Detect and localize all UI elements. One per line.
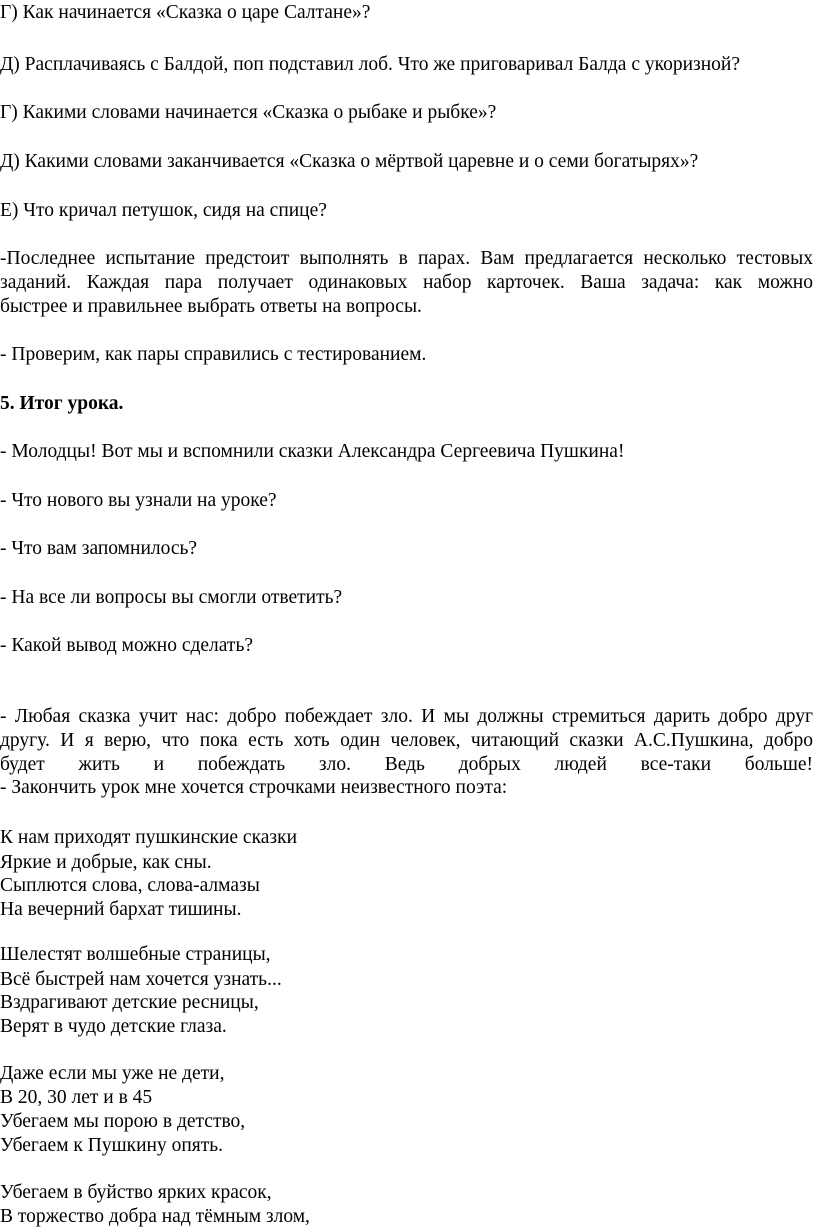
poem-line: Яркие и добрые, как сны. — [0, 852, 212, 873]
summary-line: - На все ли вопросы вы смогли ответить? — [0, 587, 343, 608]
poem-line: Даже если мы уже не дети, — [0, 1063, 225, 1084]
summary-line: - Какой вывод можно сделать? — [0, 635, 254, 656]
conclusion-line: - Закончить урок мне хочется строчками неизвестного поэта: — [0, 777, 508, 798]
poem-line: Вздрагивают детские ресницы, — [0, 992, 259, 1013]
test-task-line: -Последнее испытание предстоит выполнять в парах. Вам предлагается несколько тестовых — [0, 248, 813, 269]
poem-line: Убегаем в буйство ярких красок, — [0, 1182, 272, 1203]
conclusion-line: другу. И я верю, что пока есть хоть один человек, читающий сказки А.С.Пушкина, добро — [0, 730, 813, 751]
poem-line: Убегаем к Пушкину опять. — [0, 1135, 224, 1156]
question-d-balda: Д) Расплачиваясь с Балдой, поп подставил лоб. Что же приговаривал Балда с укоризной? — [0, 54, 741, 75]
test-task-line: быстрее и правильнее выбрать ответы на вопросы. — [0, 296, 422, 317]
section-heading: 5. Итог урока. — [0, 393, 124, 414]
poem-line: В 20, 30 лет и в 45 — [0, 1087, 153, 1108]
question-g-saltan: Г) Как начинается «Сказка о царе Салтане»? — [0, 2, 371, 23]
poem-line: Сыплются слова, слова-алмазы — [0, 875, 260, 896]
conclusion-line: будет жить и побеждать зло. Ведь добрых людей все-таки больше! — [0, 754, 813, 775]
summary-line: - Молодцы! Вот мы и вспомнили сказки Александра Сергеевича Пушкина! — [0, 441, 625, 462]
summary-line: - Что нового вы узнали на уроке? — [0, 490, 277, 511]
summary-line: - Что вам запомнилось? — [0, 538, 198, 559]
poem-line: К нам приходят пушкинские сказки — [0, 827, 298, 848]
poem-line: Всё быстрей нам хочется узнать... — [0, 969, 282, 990]
check-line: - Проверим, как пары справились с тестированием. — [0, 344, 427, 365]
poem-line: Шелестят волшебные страницы, — [0, 944, 271, 965]
question-e-cockerel: Е) Что кричал петушок, сидя на спице? — [0, 200, 327, 221]
question-g-fisherman: Г) Какими словами начинается «Сказка о рыбаке и рыбке»? — [0, 102, 497, 123]
poem-line: В торжество добра над тёмным злом, — [0, 1206, 310, 1227]
conclusion-line: - Любая сказка учит нас: добро побеждает зло. И мы должны стремиться дарить добро друг — [0, 706, 813, 727]
poem-line: Верят в чудо детские глаза. — [0, 1016, 227, 1037]
question-d-tsarevna: Д) Какими словами заканчивается «Сказка о мёртвой царевне и о семи богатырях»? — [0, 151, 699, 172]
test-task-line: заданий. Каждая пара получает одинаковых набор карточек. Ваша задача: как можно — [0, 272, 813, 293]
poem-line: Убегаем мы порою в детство, — [0, 1111, 246, 1132]
poem-line: На вечерний бархат тишины. — [0, 899, 242, 920]
